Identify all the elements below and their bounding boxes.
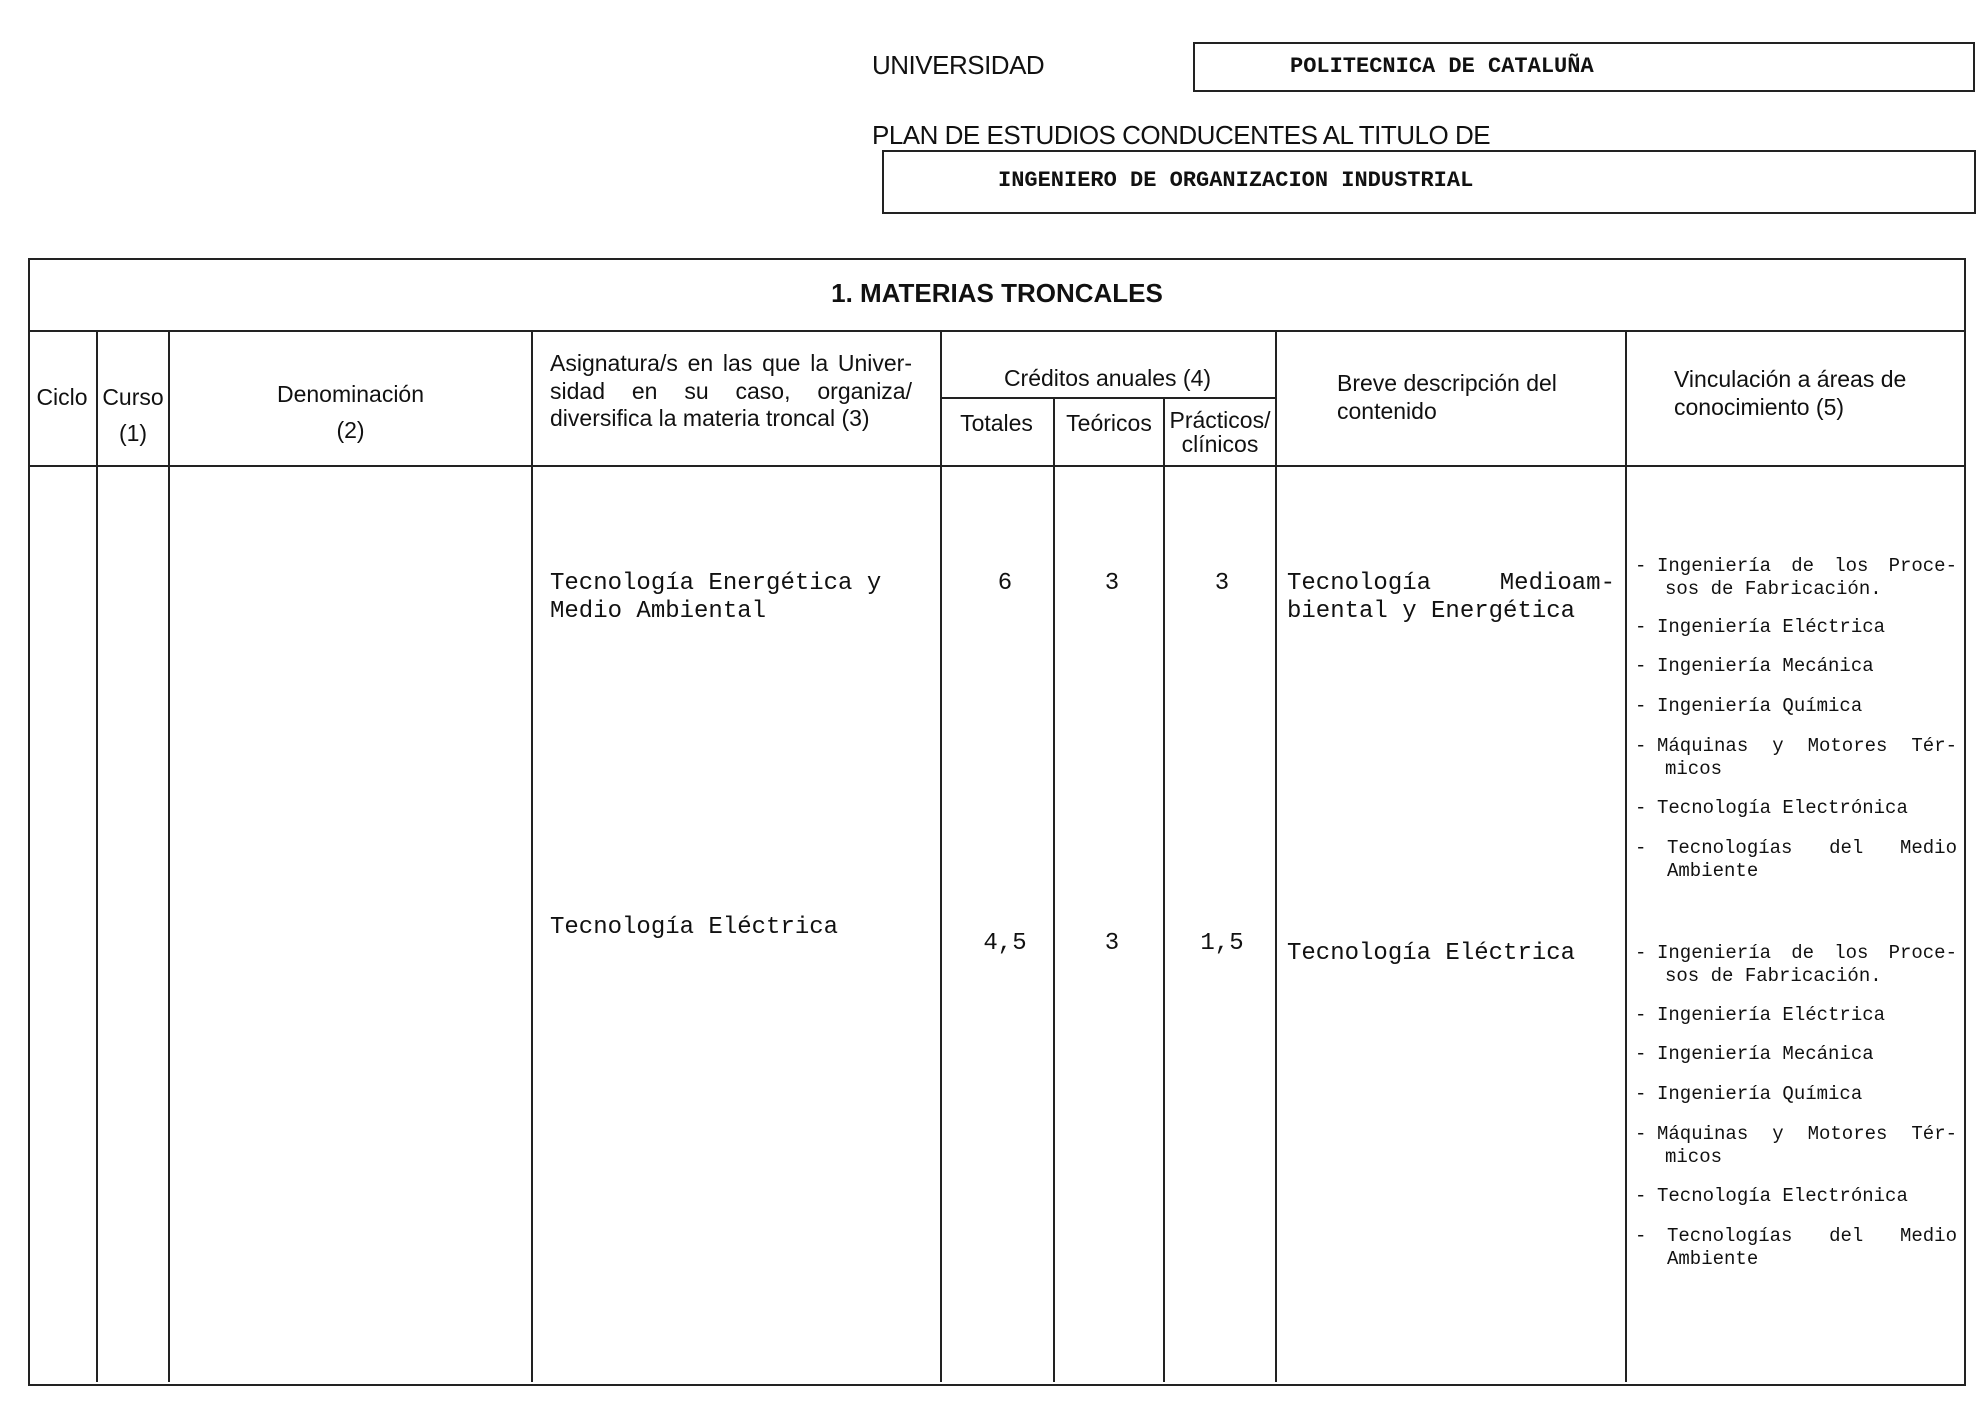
col-header-vinculacion-line-2: conocimiento (5) <box>1674 393 1845 420</box>
col-header-asignatura-line-2: sidad en su caso, organiza/ <box>550 377 912 404</box>
row-2-area-4 <box>1635 1083 1957 1106</box>
row-2-area-6-dash: - <box>1635 1185 1647 1207</box>
row-1-area-6-dash: - <box>1635 797 1647 819</box>
col-header-practicos <box>1165 408 1275 456</box>
col-header-practicos-line-2: clínicos <box>1181 431 1259 457</box>
col-header-asignatura-line-3: diversifica la materia troncal (3) <box>550 405 870 432</box>
row-2-area-5 <box>1635 1123 1957 1169</box>
row-1-totales: 6 <box>997 570 1013 597</box>
row-2-area-5-line-1: Máquinas y Motores Tér- <box>1657 1123 1957 1145</box>
row-2-area-1-line-2: sos de Fabricación. <box>1665 965 1882 987</box>
row-2-area-7-line-2: Ambiente <box>1667 1248 1759 1270</box>
col-header-vinculacion-line-1: Vinculación a áreas de <box>1674 366 1907 392</box>
col-header-denominacion-note: (2) <box>336 416 365 443</box>
col-header-asignatura <box>550 350 912 433</box>
row-1-teoricos: 3 <box>1104 570 1120 597</box>
row-2-descripcion-line-1: Tecnología Eléctrica <box>1287 940 1576 967</box>
row-1-area-2 <box>1635 616 1957 639</box>
table-row-1-asignatura <box>550 570 881 626</box>
col-header-denominacion-label: Denominación <box>276 381 425 407</box>
col-header-teoricos: Teóricos <box>1066 410 1152 436</box>
col-header-ciclo: Ciclo <box>36 384 88 410</box>
row-1-area-2-line-1: Ingeniería Eléctrica <box>1657 616 1886 638</box>
row-1-descripcion-line-1: Tecnología Medioam- <box>1287 570 1615 597</box>
col-header-descripcion-line-2: contenido <box>1337 397 1437 424</box>
row-2-area-2-line-1: Ingeniería Eléctrica <box>1657 1004 1886 1026</box>
col-header-vinculacion <box>1627 366 1966 421</box>
col-divider-teoricos <box>1163 397 1165 1382</box>
col-divider-curso <box>168 330 170 1382</box>
row-2-area-1-line-1: Ingeniería de los Proce- <box>1657 942 1957 964</box>
row-2-area-6-line-1: Tecnología Electrónica <box>1657 1185 1908 1207</box>
row-1-area-3-dash: - <box>1635 655 1647 677</box>
row-1-descripcion <box>1287 570 1615 626</box>
table-row-2-asignatura <box>550 914 838 942</box>
row-1-area-3 <box>1635 655 1957 678</box>
title-divider <box>28 330 1966 332</box>
row-1-area-2-dash: - <box>1635 616 1647 638</box>
row-1-area-1 <box>1635 555 1957 601</box>
row-2-area-6 <box>1635 1185 1957 1208</box>
col-divider-denominacion <box>531 330 533 1382</box>
col-divider-ciclo <box>96 330 98 1382</box>
row-1-practicos: 3 <box>1214 570 1230 597</box>
row-2-teoricos: 3 <box>1104 930 1120 957</box>
row-1-area-5 <box>1635 735 1957 781</box>
row-1-area-7 <box>1635 837 1957 883</box>
credits-subdivider <box>940 397 1275 399</box>
row-2-area-3-dash: - <box>1635 1043 1647 1065</box>
col-divider-asignatura <box>940 330 942 1382</box>
col-header-creditos: Créditos anuales (4) <box>1003 365 1212 391</box>
col-header-curso-label: Curso <box>102 384 164 410</box>
col-header-asignatura-line-1: Asignatura/s en las que la Univer- <box>550 350 912 376</box>
university-value: POLITECNICA DE CATALUÑA <box>1290 54 1594 79</box>
row-2-totales: 4,5 <box>983 930 1027 957</box>
row-1-asignatura-line-1: Tecnología Energética y <box>550 570 882 597</box>
row-2-area-1-dash: - <box>1635 942 1647 964</box>
row-1-area-1-dash: - <box>1635 555 1647 577</box>
row-1-area-6 <box>1635 797 1957 820</box>
row-1-asignatura-line-2: Medio Ambiental <box>550 598 767 625</box>
col-header-curso-note: (1) <box>118 419 148 446</box>
col-header-denominacion <box>170 381 531 444</box>
row-1-area-5-dash: - <box>1635 735 1647 757</box>
row-1-area-4 <box>1635 695 1957 718</box>
row-2-area-5-line-2: micos <box>1665 1146 1723 1168</box>
row-1-area-7-line-2: Ambiente <box>1667 860 1759 882</box>
row-1-area-4-dash: - <box>1635 695 1647 717</box>
row-1-area-3-line-1: Ingeniería Mecánica <box>1657 655 1874 677</box>
header-divider <box>28 465 1966 467</box>
col-header-practicos-line-1: Prácticos/ <box>1169 407 1271 433</box>
row-2-area-4-dash: - <box>1635 1083 1647 1105</box>
row-2-area-7-dash: - <box>1635 1225 1647 1247</box>
row-1-area-1-line-2: sos de Fabricación. <box>1665 578 1882 600</box>
row-1-area-6-line-1: Tecnología Electrónica <box>1657 797 1908 819</box>
row-2-area-7-line-1: Tecnologías del Medio <box>1667 1225 1957 1247</box>
row-2-area-5-dash: - <box>1635 1123 1647 1145</box>
row-2-area-2-dash: - <box>1635 1004 1647 1026</box>
col-divider-descripcion <box>1625 330 1627 1382</box>
col-divider-creditos <box>1275 330 1277 1382</box>
row-2-area-1 <box>1635 942 1957 988</box>
row-1-area-5-line-1: Máquinas y Motores Tér- <box>1657 735 1957 757</box>
row-1-area-5-line-2: micos <box>1665 758 1723 780</box>
col-header-curso <box>98 384 168 447</box>
row-1-area-1-line-1: Ingeniería de los Proce- <box>1657 555 1957 577</box>
col-header-totales: Totales <box>960 410 1033 436</box>
col-header-descripcion <box>1277 370 1625 425</box>
col-header-descripcion-line-1: Breve descripción del <box>1337 370 1557 396</box>
row-2-area-7 <box>1635 1225 1957 1271</box>
row-1-area-4-line-1: Ingeniería Química <box>1657 695 1863 717</box>
row-2-area-3 <box>1635 1043 1957 1066</box>
university-label: UNIVERSIDAD <box>872 50 1045 80</box>
row-1-area-7-line-1: Tecnologías del Medio <box>1667 837 1957 859</box>
row-2-area-2 <box>1635 1004 1957 1027</box>
plan-label: PLAN DE ESTUDIOS CONDUCENTES AL TITULO DE <box>872 120 1491 150</box>
row-2-practicos: 1,5 <box>1200 930 1244 957</box>
row-1-descripcion-line-2: biental y Energética <box>1287 598 1576 625</box>
row-2-area-3-line-1: Ingeniería Mecánica <box>1657 1043 1874 1065</box>
row-2-asignatura-line-1: Tecnología Eléctrica <box>550 914 839 941</box>
section-title: 1. MATERIAS TRONCALES <box>831 278 1163 308</box>
plan-value: INGENIERO DE ORGANIZACION INDUSTRIAL <box>998 168 1474 193</box>
col-divider-totales <box>1053 397 1055 1382</box>
row-2-area-4-line-1: Ingeniería Química <box>1657 1083 1863 1105</box>
row-2-descripcion <box>1287 940 1575 968</box>
row-1-area-7-dash: - <box>1635 837 1647 859</box>
